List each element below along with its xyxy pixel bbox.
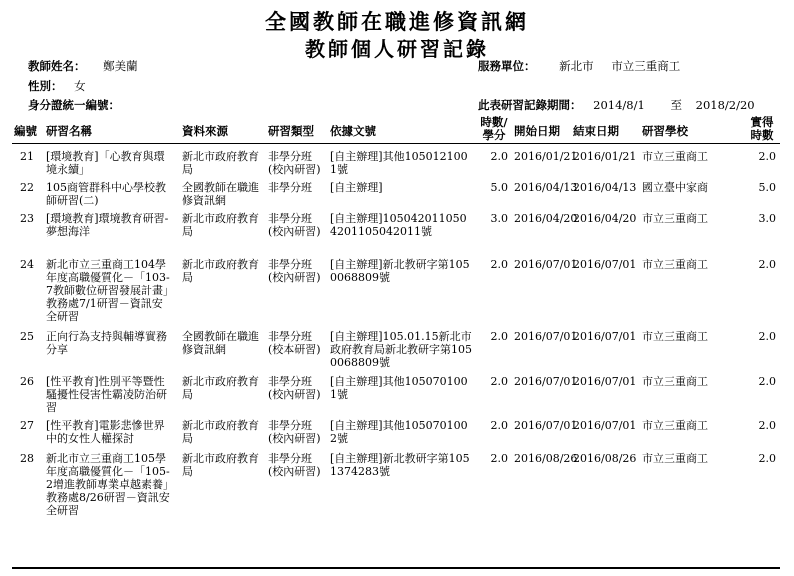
row-credit-hours: 2.0 — [758, 419, 776, 432]
header-divider — [12, 143, 780, 144]
row-course-name: [性平教育]電影悲慘世界中的女性人權探討 — [46, 419, 165, 445]
row-start-date: 2016/04/20 — [514, 212, 578, 225]
row-school: 市立三重商工 — [642, 212, 708, 225]
row-credit-hours: 2.0 — [758, 258, 776, 271]
row-end-date: 2016/07/01 — [573, 258, 637, 271]
record-period-to: 至 — [670, 98, 682, 112]
row-start-date: 2016/08/26 — [514, 452, 578, 465]
header-credit-hours — [746, 116, 778, 142]
row-no: 28 — [20, 452, 34, 465]
header-credit-line1: 實得 — [750, 115, 774, 129]
gender-value: 女 — [74, 79, 86, 93]
row-no: 24 — [20, 258, 34, 271]
record-period-label: 此表研習記錄期間： — [478, 98, 582, 112]
row-type: 非學分班(校內研習) — [268, 375, 321, 401]
row-document-no: [自主辦理]新北教研字第1051374283號 — [330, 452, 470, 478]
header-document-no: 依據文號 — [330, 124, 376, 138]
teacher-name-value: 鄭美蘭 — [103, 59, 138, 73]
row-hours: 2.0 — [490, 150, 508, 163]
row-end-date: 2016/07/01 — [573, 419, 637, 432]
row-document-no: [自主辦理]1050420110504201105042011號 — [330, 212, 467, 238]
header-hours — [478, 116, 510, 142]
row-school: 市立三重商工 — [642, 419, 708, 432]
row-start-date: 2016/07/01 — [514, 330, 578, 343]
row-type: 非學分班(校本研習) — [268, 330, 321, 356]
row-no: 22 — [20, 181, 34, 194]
row-end-date: 2016/01/21 — [573, 150, 637, 163]
row-course-name: [環境教育]環境教育研習-夢想海洋 — [46, 212, 169, 238]
row-start-date: 2016/07/01 — [514, 375, 578, 388]
row-end-date: 2016/04/13 — [573, 181, 637, 194]
row-end-date: 2016/08/26 — [573, 452, 637, 465]
header-school: 研習學校 — [642, 124, 688, 138]
row-school: 市立三重商工 — [642, 375, 708, 388]
record-period-end: 2018/2/20 — [695, 98, 755, 112]
row-start-date: 2016/07/01 — [514, 258, 578, 271]
row-source: 新北市政府教育局 — [182, 375, 259, 401]
row-end-date: 2016/04/20 — [573, 212, 637, 225]
row-hours: 5.0 — [490, 181, 508, 194]
row-hours: 2.0 — [490, 419, 508, 432]
row-type: 非學分班 — [268, 181, 312, 194]
service-unit-label: 服務單位： — [478, 59, 536, 73]
row-document-no: [自主辦理]新北教研字第1050068809號 — [330, 258, 470, 284]
row-source: 新北市政府教育局 — [182, 258, 259, 284]
row-no: 26 — [20, 375, 34, 388]
row-course-name: 正向行為支持與輔導實務分享 — [46, 330, 167, 356]
row-school: 市立三重商工 — [642, 258, 708, 271]
row-source: 全國教師在職進修資訊網 — [182, 330, 259, 356]
row-type: 非學分班(校內研習) — [268, 452, 321, 478]
record-period-start: 2014/8/1 — [593, 98, 645, 112]
id-number-field — [28, 97, 120, 113]
row-credit-hours: 5.0 — [758, 181, 776, 194]
service-unit-field — [478, 58, 680, 74]
row-document-no: [自主辦理]其他1050701001號 — [330, 375, 468, 401]
row-source: 新北市政府教育局 — [182, 212, 259, 238]
header-course-name: 研習名稱 — [46, 124, 92, 138]
row-course-name: [性平教育]性別平等暨性騷擾性侵害性霸凌防治研習 — [46, 375, 167, 414]
row-type: 非學分班(校內研習) — [268, 212, 321, 238]
row-school: 市立三重商工 — [642, 330, 708, 343]
row-school: 國立臺中家商 — [642, 181, 708, 194]
row-document-no: [自主辦理]其他1050701002號 — [330, 419, 468, 445]
row-course-name: 新北市立三重商工104學年度高職優質化－「103-7教師數位研習發展計畫」教務處7/1研習－資訊安全研習 — [46, 258, 170, 323]
row-credit-hours: 2.0 — [758, 150, 776, 163]
row-source: 新北市政府教育局 — [182, 452, 259, 478]
row-course-name: 105商管群科中心學校教師研習(二) — [46, 181, 166, 207]
row-hours: 2.0 — [490, 330, 508, 343]
row-document-no: [自主辦理]105.01.15新北市政府教育局新北教研字第1050068809號 — [330, 330, 472, 369]
row-document-no: [自主辦理] — [330, 181, 383, 194]
service-unit-school: 市立三重商工 — [611, 59, 681, 73]
row-end-date: 2016/07/01 — [573, 330, 637, 343]
row-type: 非學分班(校內研習) — [268, 419, 321, 445]
row-hours: 2.0 — [490, 452, 508, 465]
row-no: 27 — [20, 419, 34, 432]
header-source: 資料來源 — [182, 124, 228, 138]
header-no: 編號 — [14, 124, 37, 138]
row-school: 市立三重商工 — [642, 150, 708, 163]
teacher-name-label: 教師姓名： — [28, 59, 86, 73]
header-end-date: 結束日期 — [573, 124, 619, 138]
row-credit-hours: 2.0 — [758, 375, 776, 388]
header-start-date: 開始日期 — [514, 124, 560, 138]
row-no: 23 — [20, 212, 34, 225]
row-school: 市立三重商工 — [642, 452, 708, 465]
row-hours: 2.0 — [490, 375, 508, 388]
row-course-name: 新北市立三重商工105學年度高職優質化－「105-2增進教師專業卓越素養」教務處8/26研習－資訊安全研習 — [46, 452, 170, 517]
row-source: 新北市政府教育局 — [182, 419, 259, 445]
row-hours: 3.0 — [490, 212, 508, 225]
row-type: 非學分班(校內研習) — [268, 150, 321, 176]
row-source: 全國教師在職進修資訊網 — [182, 181, 259, 207]
service-unit-city: 新北市 — [559, 59, 594, 73]
gender-label: 性別： — [28, 79, 63, 93]
header-type: 研習類型 — [268, 124, 314, 138]
header-credit-line2: 時數 — [750, 128, 774, 142]
header-hours-line2: 學分 — [482, 128, 506, 142]
row-no: 21 — [20, 150, 34, 163]
row-start-date: 2016/07/01 — [514, 419, 578, 432]
gender-field — [28, 78, 86, 94]
row-no: 25 — [20, 330, 34, 343]
document-subtitle: 教師個人研習記錄 — [305, 37, 489, 61]
row-hours: 2.0 — [490, 258, 508, 271]
row-start-date: 2016/04/13 — [514, 181, 578, 194]
record-period-field — [478, 97, 755, 113]
row-document-no: [自主辦理]其他1050121001號 — [330, 150, 468, 176]
row-credit-hours: 3.0 — [758, 212, 776, 225]
id-number-label: 身分證統一編號： — [28, 98, 120, 112]
footer-divider — [12, 567, 780, 569]
row-type: 非學分班(校內研習) — [268, 258, 321, 284]
row-credit-hours: 2.0 — [758, 452, 776, 465]
row-end-date: 2016/07/01 — [573, 375, 637, 388]
row-credit-hours: 2.0 — [758, 330, 776, 343]
row-source: 新北市政府教育局 — [182, 150, 259, 176]
document-title: 全國教師在職進修資訊網 — [265, 9, 529, 34]
row-start-date: 2016/01/21 — [514, 150, 578, 163]
row-course-name: [環境教育]「心教育與環境永續」 — [46, 150, 165, 176]
header-hours-line1: 時數/ — [480, 115, 508, 129]
teacher-name-field — [28, 58, 138, 74]
